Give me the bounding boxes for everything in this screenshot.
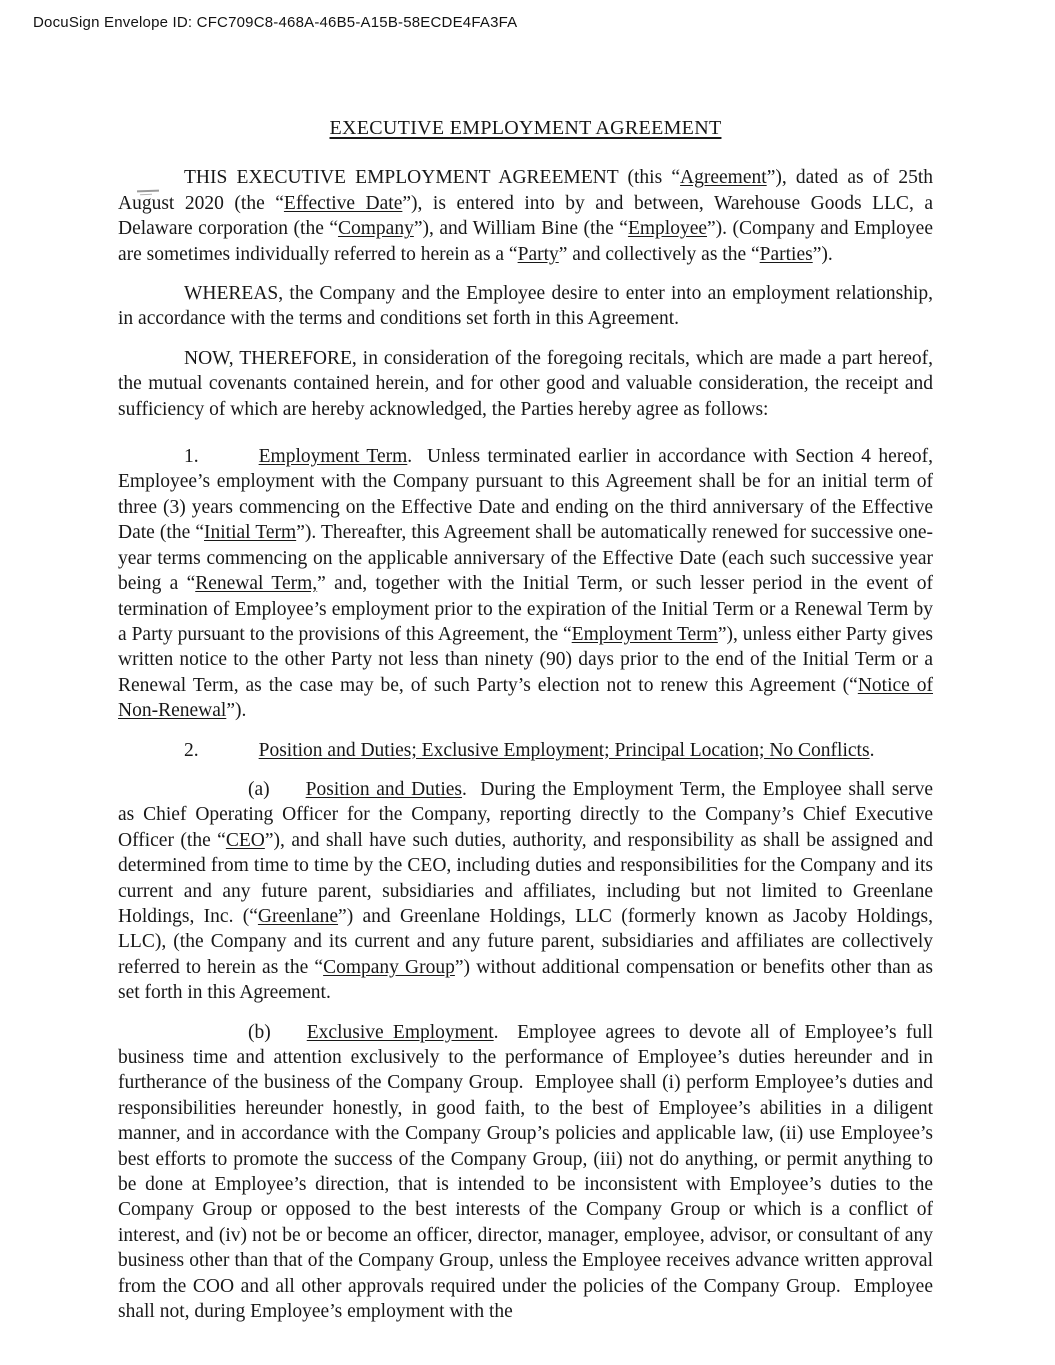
defined-term: CEO bbox=[225, 829, 265, 851]
text-run: (a) bbox=[248, 778, 270, 800]
defined-term: Initial Term bbox=[204, 522, 297, 544]
defined-term: Position and Duties; Exclusive Employment; Principal Location; No Conflicts bbox=[258, 739, 870, 761]
defined-term: Exclusive Employment bbox=[306, 1021, 494, 1043]
text-run: ”) and Greenlane Holdings, LLC (formerly known as Jacoby Holdings, LLC), (the Company and its current and any future parent, subsidiaries and affiliates are collectively referred to herein as the “ bbox=[118, 905, 933, 978]
text-run: WHEREAS, the Company and the Employee desire to enter into an employment relationship, in accordance with the terms and conditions set forth in this Agreement. bbox=[118, 283, 933, 330]
text-run: ”), and William Bine (the “ bbox=[413, 218, 628, 240]
defined-term: Renewal Term, bbox=[195, 573, 318, 595]
text-run: ”), and shall have such duties, authority, and responsibility as shall be assigned and determined from time to time by the CEO, including duties and responsibilities for the Company and its current and any future parent, subsidiaries and affiliates, including but not limited to Greenlane Holdings, Inc. (“ bbox=[118, 829, 933, 927]
document-paragraphs bbox=[118, 165, 933, 1324]
defined-term: Employee bbox=[627, 218, 708, 240]
defined-term: Effective Date bbox=[283, 192, 403, 214]
text-run: ”), dated as of 25th August 2020 (the “ bbox=[118, 167, 933, 214]
text-run: THIS EXECUTIVE EMPLOYMENT AGREEMENT (this “ bbox=[184, 167, 681, 189]
docusign-envelope-id: DocuSign Envelope ID: CFC709C8-468A-46B5-A15B-58ECDE4FA3FA bbox=[33, 14, 518, 31]
text-run: ” and collectively as the “ bbox=[558, 243, 760, 265]
defined-term: Greenlane bbox=[257, 905, 339, 927]
defined-term: Employment Term bbox=[571, 623, 718, 645]
text-run: ”), is entered into by and between, Warehouse Goods LLC, a Delaware corporation (the “ bbox=[118, 192, 934, 240]
text-run: ”). bbox=[812, 243, 833, 265]
text-run: . bbox=[869, 739, 875, 761]
section-2-heading bbox=[118, 738, 933, 763]
text-run: ”). bbox=[226, 700, 247, 722]
now-therefore-paragraph bbox=[118, 346, 933, 422]
defined-term: Party bbox=[517, 243, 559, 265]
defined-term: Employment Term bbox=[258, 446, 408, 468]
text-run: . During the Employment Term, the Employee shall serve as Chief Operating Officer for the Company, reporting directly to the Company’s Chief Executive Officer (the “ bbox=[118, 778, 933, 851]
intro-paragraph bbox=[118, 165, 933, 267]
text-run: ”). (Company and Employee are sometimes individually referred to herein as a “ bbox=[118, 218, 933, 265]
text-run: . Employee agrees to devote all of Employee’s full business time and attention exclusively to the performance of Employee’s duties hereunder and in furtherance of the business of the Company Group. Employee shall (i) perform Employee’s duties and responsibilities hereunder honestly, in good faith, to the best of Employee’s abilities in a diligent manner, and in accordance with the Company Group’s policies and applicable law, (ii) use Employee’s best efforts to promote the success of the Company Group, (iii) not do anything, or permit anything to be done at Employee’s direction, that is intended to be inconsistent with Employee’s duties to the Company Group or opposed to the best interests of the Company Group or which is a conflict of interest, and (iv) not be or become an officer, director, manager, employee, advisor, or consultant of any business other than that of the Company Group, unless the Employee receives advance written approval from the COO and all other approvals required under the policies of the Company Group. Employee shall not, during Employee’s employment with the bbox=[118, 1021, 933, 1323]
text-run: ”). Thereafter, this Agreement shall be automatically renewed for successive one-year terms commencing on the applicable anniversary of the Effective Date (each such successive year being a “ bbox=[118, 522, 933, 595]
text-run: (b) bbox=[248, 1021, 271, 1043]
text-run: 1. bbox=[184, 446, 199, 468]
text-run: ”) without additional compensation or benefits other than as set forth in this Agreement. bbox=[118, 956, 933, 1004]
section-1-employment-term bbox=[118, 444, 933, 723]
defined-term: Position and Duties bbox=[305, 778, 463, 800]
section-2b-exclusive-employment bbox=[118, 1020, 933, 1325]
section-2a-position-and-duties bbox=[118, 777, 933, 1006]
defined-term: Company Group bbox=[323, 956, 455, 978]
document-title-text: EXECUTIVE EMPLOYMENT AGREEMENT bbox=[329, 117, 722, 139]
text-run: 2. bbox=[184, 739, 199, 761]
defined-term: Agreement bbox=[680, 167, 767, 189]
text-run: ”), unless either Party gives written notice to the other Party not less than ninety (90) days prior to the end of the Initial Term or a Renewal Term, as the case may be, of such Party’s election not to renew this Agreement (“ bbox=[118, 623, 933, 696]
text-run: . Unless terminated earlier in accordance with Section 4 hereof, Employee’s employment with the Company pursuant to this Agreement shall be for an initial term of three (3) years commencing on the Effective Date and ending on the third anniversary of the Effective Date (the “ bbox=[118, 446, 933, 544]
defined-term: Company bbox=[337, 218, 414, 240]
text-run: NOW, THEREFORE, in consideration of the foregoing recitals, which are made a part hereof, the mutual covenants contained herein, and for other good and valuable consideration, the receipt and sufficiency of which are hereby acknowledged, the Parties hereby agree as follows: bbox=[118, 347, 933, 420]
defined-term: Parties bbox=[759, 243, 813, 265]
document-body bbox=[118, 116, 933, 1324]
defined-term: Notice of Non-Renewal bbox=[118, 674, 933, 722]
text-run: ” and, together with the Initial Term, or such lesser period in the event of termination of Employee’s employment prior to the expiration of the Initial Term or a Renewal Term by a Party pursuant to the provisions of this Agreement, the “ bbox=[118, 573, 933, 645]
whereas-paragraph bbox=[118, 281, 933, 332]
document-title bbox=[118, 116, 933, 141]
